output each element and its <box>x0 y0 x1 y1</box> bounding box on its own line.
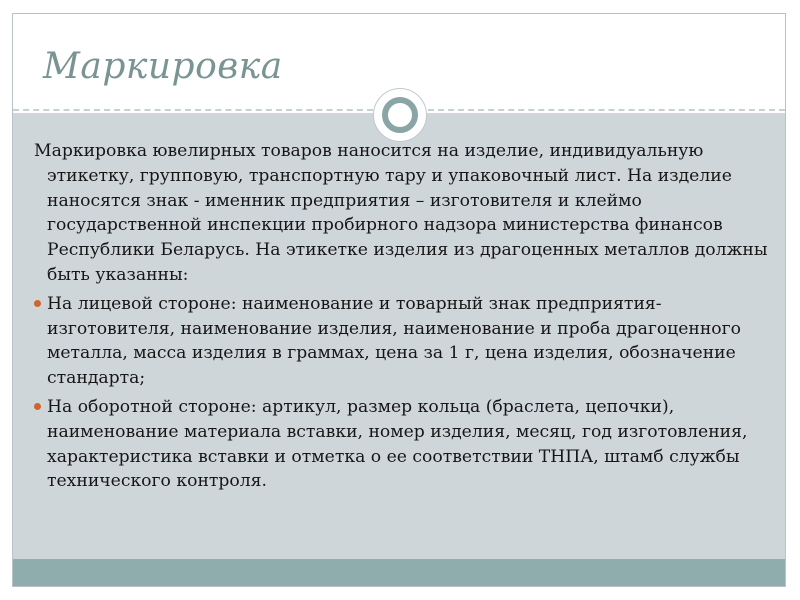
bullet-text: На лицевой стороне: наименование и товарный знак предприятия-изготовителя, наименование изделия, наименование и проба драгоценного металла, масса изделия в граммах, цена за 1 г, цена изделия, обозначение стандарта; <box>47 293 742 389</box>
bullet-dot-icon <box>34 403 41 410</box>
slide-body <box>34 139 774 494</box>
slide-title: Маркировка <box>43 46 283 87</box>
bullet-item-front-side <box>34 292 774 391</box>
header-divider-right <box>428 109 785 111</box>
circle-ring-icon <box>382 97 418 133</box>
intro-paragraph: Маркировка ювелирных товаров наносится на изделие, индивидуальную этикетку, групповую, транспортную тару и упаковочный лист. На изделие наносятся знак - именник предприятия – изготовителя и клеймо государственной инспекции пробирного надзора министерства финансов Республики Беларусь. На этикетке изделия из драгоценных металлов должны быть указанны: <box>34 141 768 285</box>
bullet-dot-icon <box>34 300 41 307</box>
bullet-text: На оборотной стороне: артикул, размер кольца (браслета, цепочки), наименование материала вставки, номер изделия, месяц, год изготовления, характеристика вставки и отметка о ее соответствии ТНПА, штамб службы технического контроля. <box>47 396 748 492</box>
bullet-item-back-side <box>34 395 774 494</box>
slide-footer-bar <box>13 559 785 586</box>
header-divider-left <box>13 109 373 111</box>
